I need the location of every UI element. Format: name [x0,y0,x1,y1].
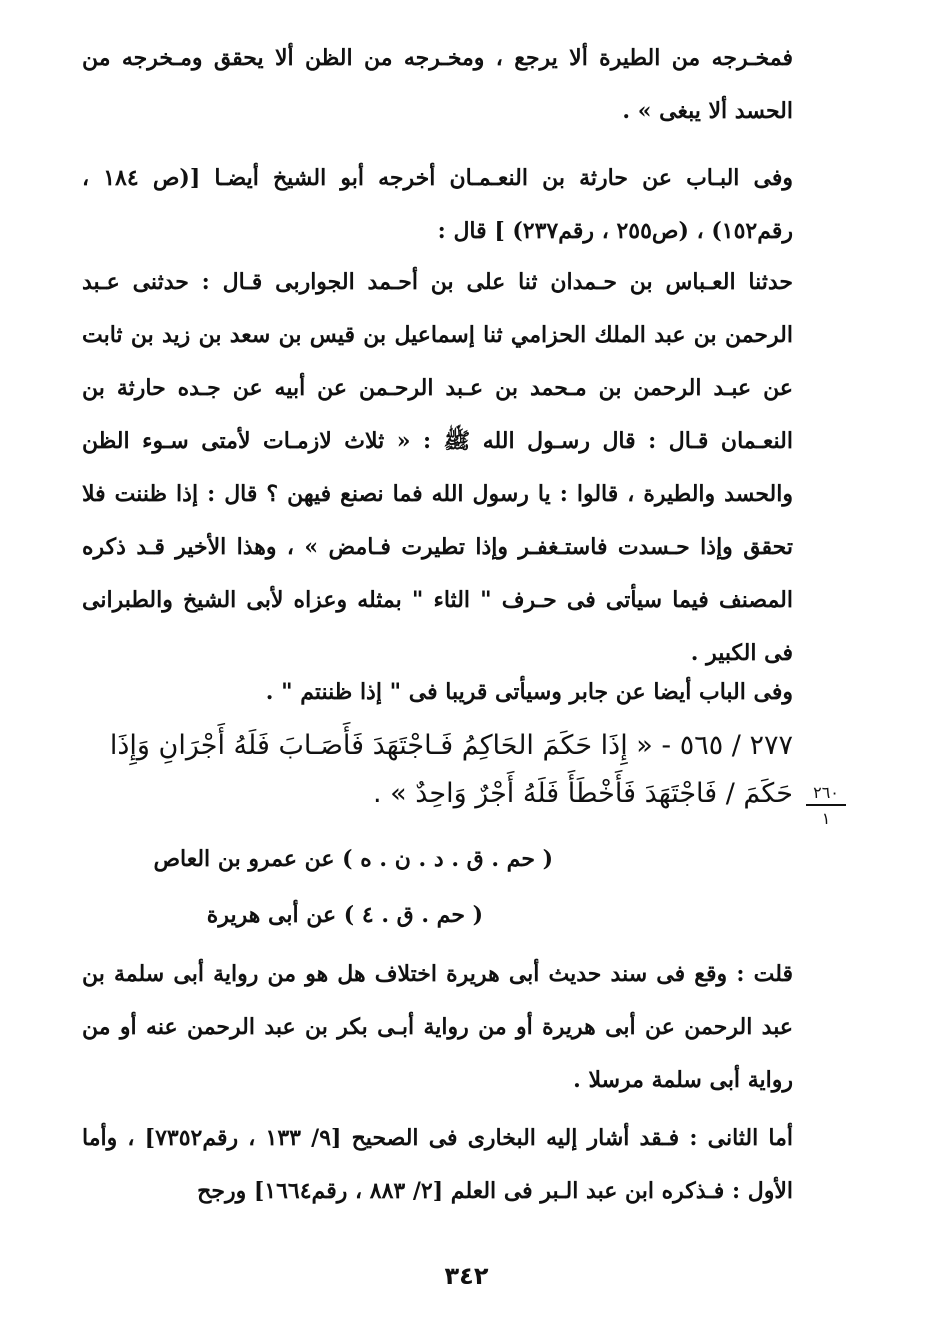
paragraph-2: وفى البـاب عن حارثة بن النعـمـان أخرجه أبو الشيخ أيضـا [(ص ١٨٤ ، رقم١٥٢) ، (ص٢٥٥ ، رقم٢٣٧) ] قال : [82,165,794,244]
paragraph-1: فمخـرجه من الطيرة ألا يرجع ، ومخـرجه من الظن ألا يحقق ومـخرجه من الحسد ألا يبغى » . [82,45,793,124]
source-line-1: ( حم . ق . د . ن . ه ) عن عمرو بن العاص [153,846,553,872]
margin-reference-top: ٢٦٠ [813,783,839,802]
source-line-2: ( حم . ق . ٤ ) عن أبى هريرة [206,902,483,928]
margin-reference-rule [806,804,846,806]
qult-text: وقع فى سند حديث أبى هريرة اختلاف هل هو من رواية أبى سلمة بن عبد الرحمن عن أبى هريرة أو من رواية أبـى بكر بن عبد الرحمن عنه أو من رواية أبى سلمة مرسلا . [82,961,793,1093]
margin-reference-bottom: ١ [821,809,831,828]
paragraph-3: حدثنا العـباس بن حـمدان ثنا على بن أحـمد الجواربى قـال : حدثنى عـبد الرحمن بن عبد الملك الحزامي ثنا إسماعيل بن قيس بن سعد بن زيد بن ثابت عن عبـد الرحمن بن مـحمد بن عـبد الرحـمن عن أبيه عن جـده حارثة بن النعـمان قـال : قال رسـول الله ﷺ : « ثلاث لازمـات لأمتى سـوء الظن والحسد والطيرة ، قالوا : يا رسول الله فما نصنع فيهن ؟ قال : إذا ظننت فلا تحقق وإذا حـسدت فاستـغفـر وإذا تطيرت فـامض » ، وهذا الأخير قـد ذكره المصنف فيما سيأتى فى حـرف " الثاء " بمثله وعزاه لأبى الشيخ والطبرانى فى الكبير . [82,269,793,666]
hadith-text: ٢٧٧ / ٥٦٥ - « إِذَا حَكَمَ الحَاكِمُ فَـاجْتَهَدَ فَأَصَـابَ فَلَهُ أَجْرَانِ وَإِذَا حَكَمَ / فَاجْتَهَدَ فَأَخْطَأَ فَلَهُ أَجْرٌ وَاحِدٌ » . [109,730,793,809]
paragraph-4: وفى الباب أيضا عن جابر وسيأتى قريبا فى " إذا ظننتم " . [265,679,793,705]
margin-reference [806,784,846,828]
page-number: ٣٤٢ [444,1262,489,1290]
qult-lead: قلت : [736,961,793,987]
qult-paragraph [82,948,793,1107]
final-paragraph: أما الثانى : فـقد أشار إليه البخارى فى الصحيح [٩/ ١٣٣ ، رقم٧٣٥٢] ، وأما الأول : فـذكره ابن عبد الـبر فى العلم [٢/ ٨٨٣ ، رقم١٦٦٤] ورجح [82,1125,793,1204]
